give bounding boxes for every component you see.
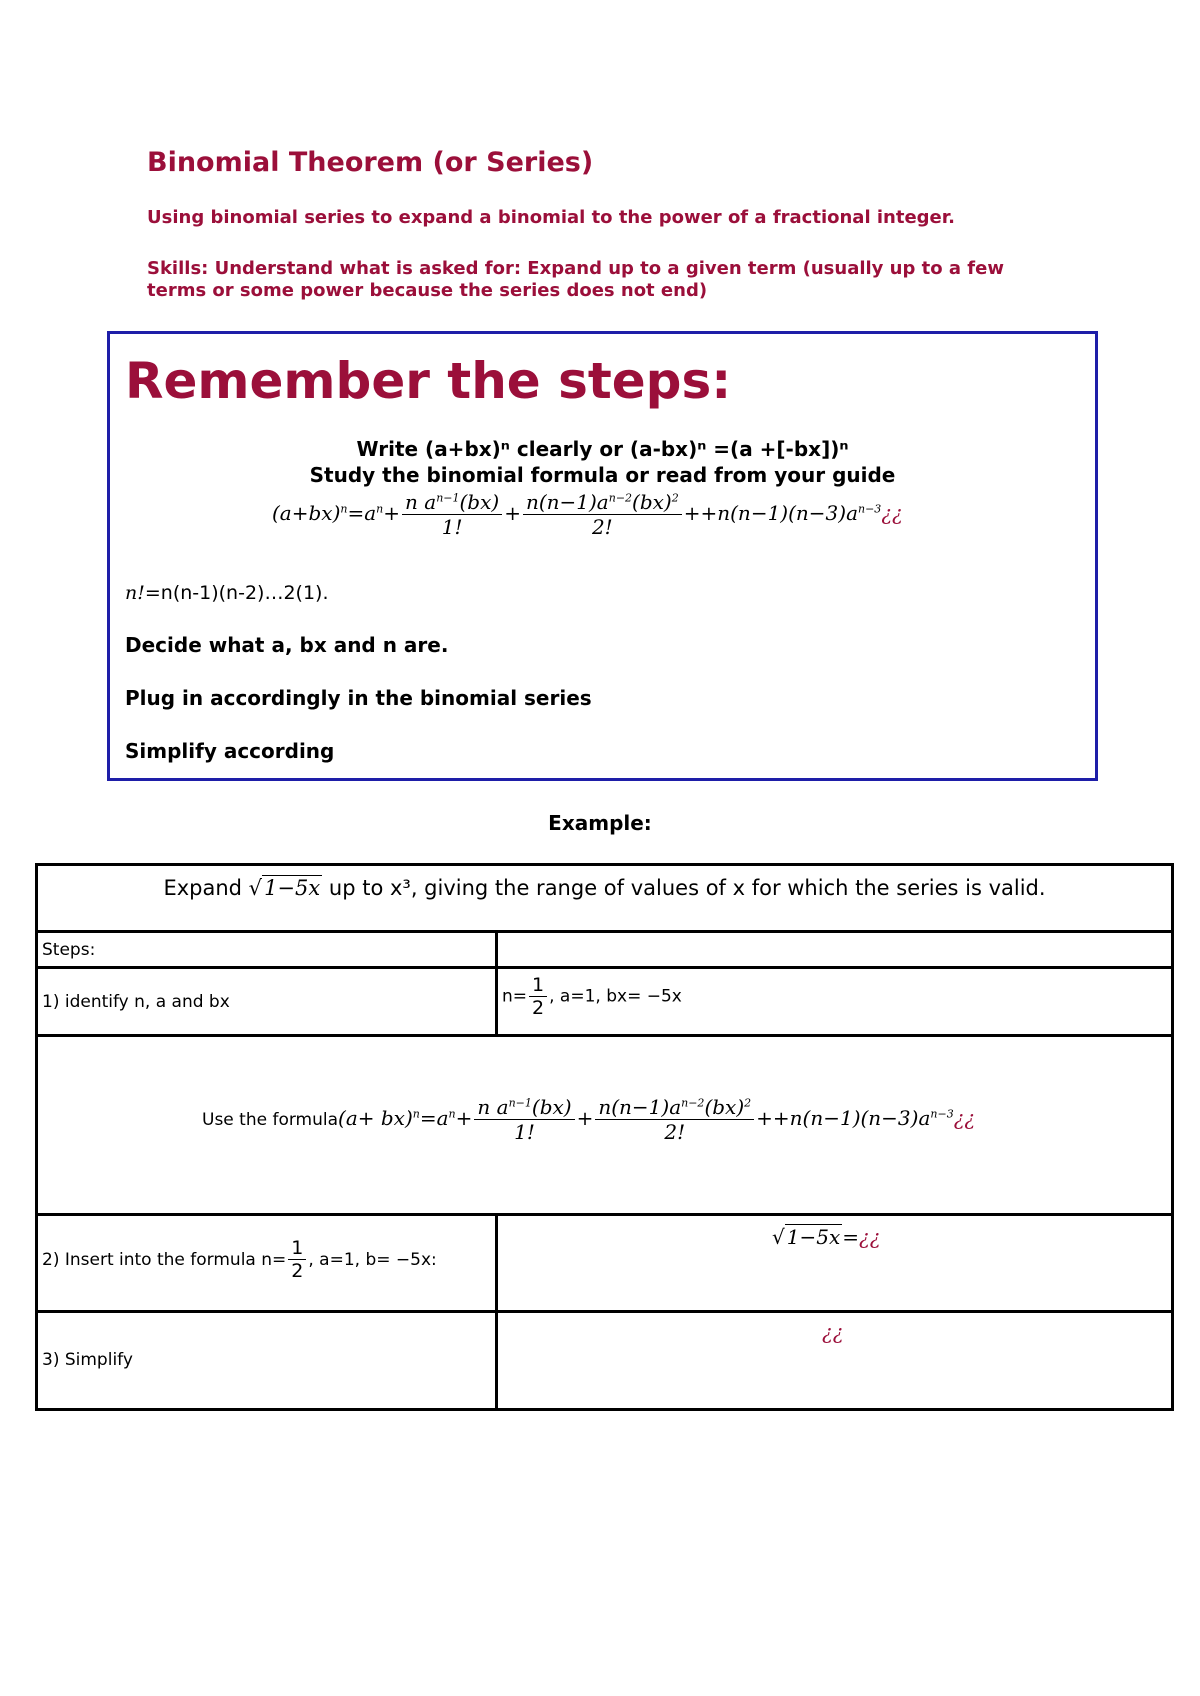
step3-label: 3) Simplify	[42, 1350, 133, 1370]
step2-radicand: 1−5x	[786, 1225, 841, 1249]
factorial-expansion: =n(n-1)(n-2)…2(1).	[144, 582, 329, 604]
use-formula-label: Use the formula	[202, 1109, 339, 1130]
step1-rest: , a=1, bx= −5x	[549, 986, 682, 1007]
placeholder-glyph: ¿¿	[859, 1225, 881, 1249]
step1-value	[502, 974, 682, 1019]
placeholder-glyph: ¿¿	[953, 1106, 976, 1130]
factorial-symbol: n!	[125, 582, 145, 604]
study-line: Study the binomial formula or read from your guide	[309, 463, 896, 487]
steps-header: Steps:	[42, 940, 96, 960]
step2-label	[42, 1237, 437, 1282]
page-title: Binomial Theorem (or Series)	[147, 147, 594, 178]
step2-equals: =	[842, 1225, 860, 1249]
use-formula-row	[202, 1095, 975, 1144]
half-denominator: 2	[532, 997, 545, 1019]
step2-expression: √ 1−5x =¿¿	[772, 1225, 881, 1249]
placeholder-glyph: ¿¿	[881, 501, 903, 525]
prompt-prefix: Expand	[163, 876, 242, 900]
write-line: Write (a+bx)ⁿ clearly or (a-bx)ⁿ =(a +[-bx])ⁿ	[356, 437, 849, 461]
step-simplify: Simplify according	[125, 739, 335, 763]
skills-text: Skills: Understand what is asked for: Expand up to a given term (usually up to a few terms or some power because the series does not end)	[147, 258, 1004, 301]
step1-n-eq: n=	[502, 986, 528, 1007]
example-prompt: Expand √1−5x up to x³, giving the range of values of x for which the series is valid.	[163, 876, 1046, 900]
half-denominator: 2	[291, 1260, 304, 1282]
step1-label: 1) identify n, a and bx	[42, 992, 230, 1012]
half-numerator: 1	[288, 1237, 306, 1260]
page-subtitle: Using binomial series to expand a binomial to the power of a fractional integer.	[147, 207, 955, 228]
example-label: Example:	[548, 811, 652, 835]
steps-heading: Remember the steps:	[125, 352, 732, 410]
prompt-radicand: 1−5x	[264, 876, 321, 900]
step-plug: Plug in accordingly in the binomial series	[125, 686, 592, 710]
step-decide: Decide what a, bx and n are.	[125, 633, 449, 657]
factorial-definition	[125, 582, 329, 604]
prompt-suffix: up to x³, giving the range of values of x for which the series is valid.	[322, 876, 1046, 900]
half-numerator: 1	[529, 974, 547, 997]
table-binomial-formula: $(a+ bx)^n=a^n+$ $\frac{n a^{n-1}(bx)}{1!}$ + $\frac{n(n-1)a^{n-2}(bx)^2}{2!}$ $++n(n-1)(n-3)a^{n-3}¿¿$	[338, 1095, 976, 1144]
step3-placeholder: ¿¿	[822, 1320, 844, 1344]
step2-suffix: , a=1, b= −5x:	[308, 1249, 437, 1270]
step2-prefix: 2) Insert into the formula n=	[42, 1249, 287, 1270]
binomial-formula: $(a+bx)^n=a^n+$ $\frac{n a^{n-1}(bx)}{1!}$ + $\frac{n(n-1)a^{n-2}(bx)^2}{2!}$ $++n(n-1)(n-3)a^{n-3}¿¿$	[272, 490, 903, 539]
